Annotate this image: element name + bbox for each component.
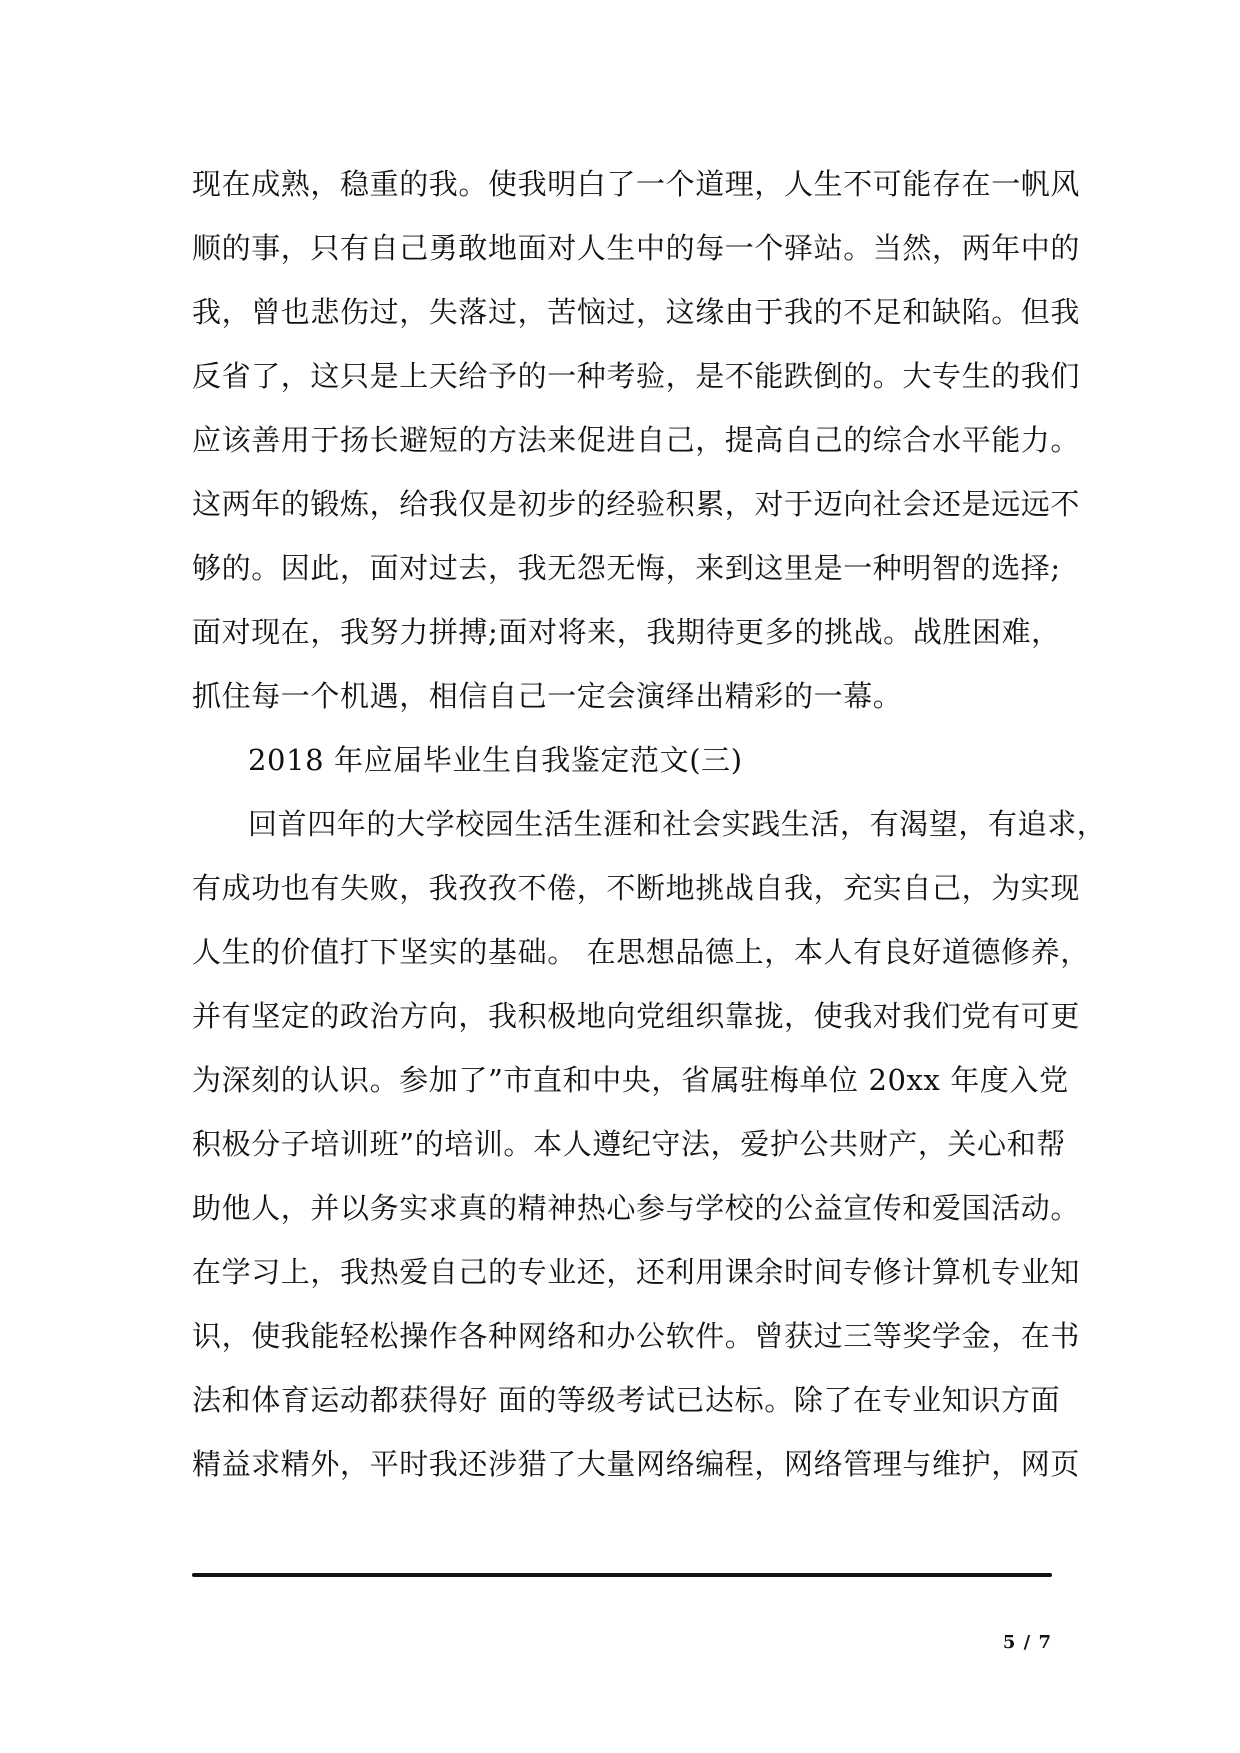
text-line: 识，使我能轻松操作各种网络和办公软件。曾获过三等奖学金，在书 — [192, 1319, 1081, 1353]
text-line: 在学习上，我热爱自己的专业还，还利用课余时间专修计算机专业知 — [192, 1255, 1081, 1289]
text-line: 我，曾也悲伤过，失落过，苦恼过，这缘由于我的不足和缺陷。但我 — [192, 295, 1081, 329]
footer-divider — [192, 1573, 1052, 1577]
text-line: 面对现在，我努力拼搏;面对将来，我期待更多的挑战。战胜困难， — [192, 615, 1061, 649]
text-line: 抓住每一个机遇，相信自己一定会演绎出精彩的一幕。 — [192, 679, 903, 713]
text-line: 精益求精外，平时我还涉猎了大量网络编程，网络管理与维护，网页 — [192, 1447, 1081, 1481]
text-line: 够的。因此，面对过去，我无怨无悔，来到这里是一种明智的选择; — [192, 551, 1061, 585]
section-heading: 2018 年应届毕业生自我鉴定范文(三) — [248, 743, 743, 777]
text-line: 法和体育运动都获得好 面的等级考试已达标。除了在专业知识方面 — [192, 1383, 1061, 1417]
text-line: 应该善用于扬长避短的方法来促进自己，提高自己的综合水平能力。 — [192, 423, 1081, 457]
text-line: 现在成熟，稳重的我。使我明白了一个道理，人生不可能存在一帆风 — [192, 167, 1081, 201]
text-line: 顺的事，只有自己勇敢地面对人生中的每一个驿站。当然，两年中的 — [192, 231, 1081, 265]
text-line: 为深刻的认识。参加了”市直和中央，省属驻梅单位 20xx 年度入党 — [192, 1063, 1069, 1097]
text-line: 回首四年的大学校园生活生涯和社会实践生活，有渴望，有追求， — [248, 807, 1107, 841]
text-line: 有成功也有失败，我孜孜不倦，不断地挑战自我，充实自己，为实现 — [192, 871, 1081, 905]
text-line: 并有坚定的政治方向，我积极地向党组织靠拢，使我对我们党有可更 — [192, 999, 1081, 1033]
text-line: 积极分子培训班”的培训。本人遵纪守法，爱护公共财产，关心和帮 — [192, 1127, 1066, 1161]
text-line: 这两年的锻炼，给我仅是初步的经验积累，对于迈向社会还是远远不 — [192, 487, 1081, 521]
text-line: 助他人，并以务实求真的精神热心参与学校的公益宣传和爱国活动。 — [192, 1191, 1081, 1225]
text-line: 反省了，这只是上天给予的一种考验，是不能跌倒的。大专生的我们 — [192, 359, 1081, 393]
text-line: 人生的价值打下坚实的基础。 在思想品德上，本人有良好道德修养， — [192, 935, 1090, 969]
page-number: 5 / 7 — [1002, 1632, 1052, 1653]
